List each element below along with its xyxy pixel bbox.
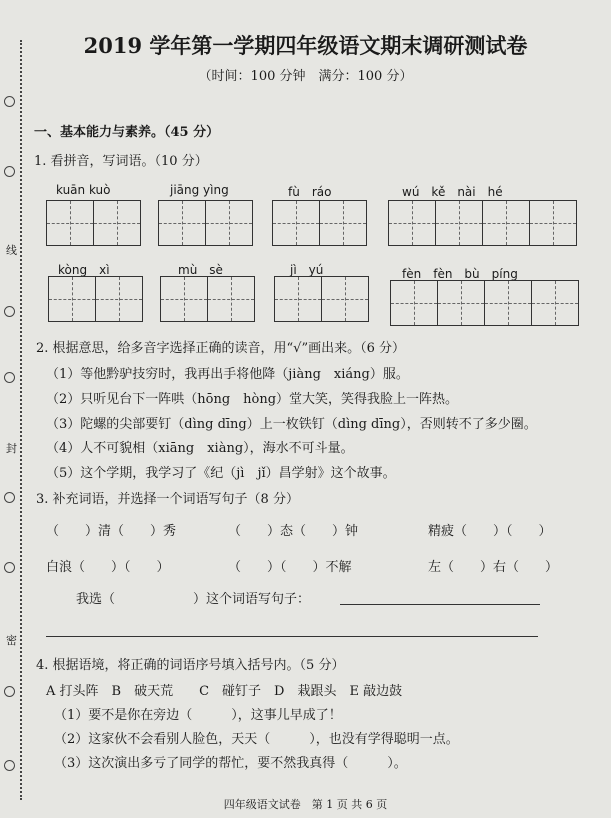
question-1-title: 1. 看拼音，写词语。（10 分） [34,154,208,169]
choose-word-prompt: 我选（ ）这个词语写句子： [76,592,311,607]
binding-hole-icon [4,372,15,383]
page-footer: 四年级语文试卷 第 1 页 共 6 页 [223,798,388,811]
writing-grid[interactable] [158,200,253,246]
writing-grid[interactable] [46,200,141,246]
question-2-item: （3）陀螺的尖部要钉（dìng dīng）上一枚铁钉（dìng dīng），否则转不了多少圈。 [46,417,537,432]
margin-char-feng: 封 [6,442,17,455]
idiom-blank[interactable]: （ ）（ ）不解 [228,560,352,575]
idiom-blank[interactable]: （ ）态（ ）钟 [228,524,359,539]
binding-hole-icon [4,492,15,503]
binding-hole-icon [4,562,15,573]
question-4-item: （3）这次演出多亏了同学的帮忙，要不然我真得（ ）。 [54,756,407,771]
pinyin-label: wú kě nài hé [402,185,503,199]
exam-subtitle: （时间：100 分钟 满分：100 分） [198,69,413,84]
sentence-answer-line[interactable] [46,636,538,637]
question-2-item: （4）人不可貌相（xiāng xiàng），海水不可斗量。 [46,441,354,456]
writing-grid[interactable] [274,276,369,322]
idiom-blank[interactable]: 白浪（ ）（ ） [46,560,170,575]
question-2-item: （5）这个学期，我学习了《纪（jì jǐ）昌学射》这个故事。 [46,466,396,481]
binding-margin [0,0,22,818]
binding-hole-icon [4,96,15,107]
binding-hole-icon [4,166,15,177]
pinyin-label: kòng xì [58,263,110,277]
pinyin-label: fù ráo [288,185,332,199]
writing-grid[interactable] [48,276,143,322]
writing-grid[interactable] [388,200,577,246]
section-heading: 一、基本能力与素养。（45 分） [34,125,220,140]
pinyin-label: kuān kuò [56,183,111,197]
margin-char-xian: 线 [6,244,17,257]
binding-hole-icon [4,686,15,697]
margin-char-mi: 密 [6,634,17,647]
idiom-blank[interactable]: （ ）清（ ）秀 [46,524,177,539]
pinyin-label: jiāng yìng [170,183,229,197]
writing-grid[interactable] [272,200,367,246]
question-2-item: （2）只听见台下一阵哄（hōng hòng）堂大笑，笑得我脸上一阵热。 [46,392,459,407]
sentence-answer-line[interactable] [340,604,540,605]
writing-grid[interactable] [390,280,579,326]
word-options: A 打头阵 B 破天荒 C 碰钉子 D 栽跟头 E 敲边鼓 [46,684,403,699]
pinyin-label: mù sè [178,263,223,277]
idiom-blank[interactable]: 精疲（ ）（ ） [428,524,552,539]
question-4-item: （1）要不是你在旁边（ ），这事儿早成了！ [54,708,342,723]
question-2-title: 2. 根据意思，给多音字选择正确的读音，用“√”画出来。（6 分） [36,341,406,356]
pinyin-label: fèn fèn bù píng [402,267,518,281]
binding-dotted-line [20,40,22,800]
question-2-item: （1）等他黔驴技穷时，我再出手将他降（jiàng xiáng）服。 [46,367,409,382]
pinyin-label: jì yú [290,263,324,277]
question-3-title: 3. 补充词语，并选择一个词语写句子（8 分） [36,492,299,507]
binding-hole-icon [4,760,15,771]
question-4-item: （2）这家伙不会看别人脸色，天天（ ），也没有学得聪明一点。 [54,732,459,747]
idiom-blank[interactable]: 左（ ）右（ ） [428,560,559,575]
writing-grid[interactable] [160,276,255,322]
question-4-title: 4. 根据语境，将正确的词语序号填入括号内。（5 分） [36,658,345,673]
binding-hole-icon [4,306,15,317]
exam-title: 2019 学年第一学期四年级语文期末调研测试卷 [83,33,528,58]
